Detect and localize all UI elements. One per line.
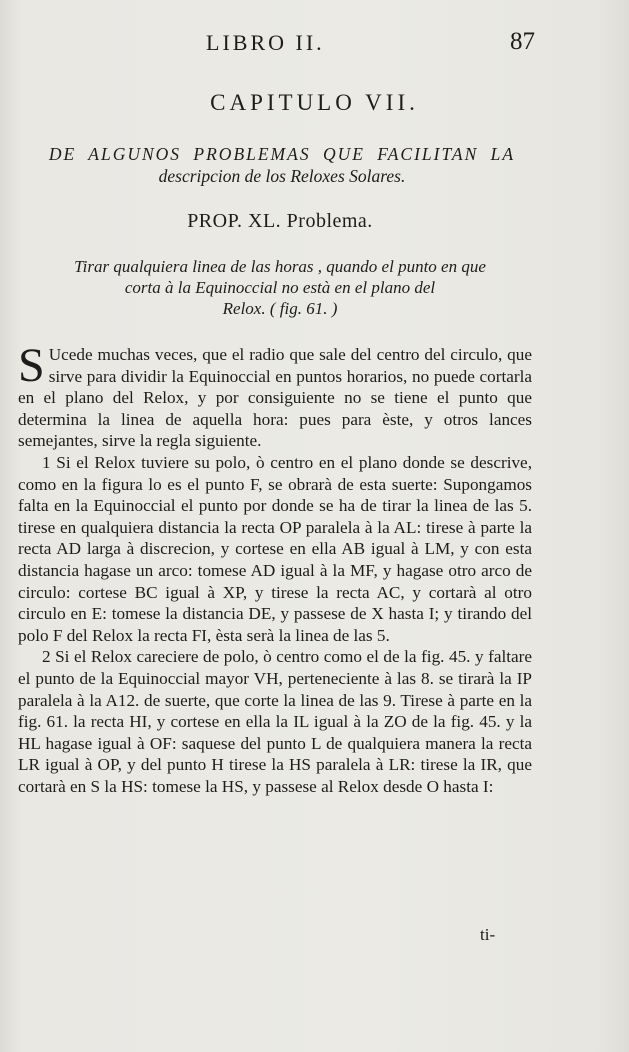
intro-paragraph-text: Ucede muchas veces, que el radio que sale del centro del circulo, que sirve para dividir la Equinoccial en puntos horarios, no puede cortarla en el plano del Relox, y por consiguiente no se tiene el punto que determina la linea de aquella hora: pues para èste, y otros lances semejantes, sirve la regla siguiente. (18, 345, 532, 451)
proposition-summary-line-2: corta à la Equinoccial no està en el plano del (124, 278, 436, 297)
drop-cap: S (18, 339, 45, 392)
proposition-summary (20, 256, 540, 319)
proposition-summary-line-1: Tirar qualquiera linea de las horas , quando el punto en que (74, 257, 486, 276)
page-edge-shadow (599, 0, 629, 1052)
intro-paragraph (18, 339, 532, 452)
proposition-heading: PROP. XL. Problema. (187, 210, 373, 232)
paragraph-1: 1 Si el Relox tuviere su polo, ò centro en el plano donde se descrive, como en la figura lo es el punto F, se obrarà de esta suerte: Supongamos falta en la Equinoccial el punto por donde se ha de tirar la linea de las 5. tirese en qualquiera distancia la recta OP paralela à la AL: tirese à parte la recta AD larga à discrecion, y cortese en ella AB igual à LM, y con esta distancia hagase un arco: tomese AD igual à la MF, y hagase otro arco de circulo: cortese BC igual à XP, y tirese la recta AC, y cortarà al otro circulo en E: tomese la distancia DE, y passese de X hasta I; y tirando del polo F del Relox la recta FI, èsta serà la linea de las 5. (18, 452, 532, 645)
running-title: LIBRO II. (206, 30, 325, 55)
section-title (22, 143, 542, 187)
chapter-title: CAPITULO VII. (210, 90, 419, 115)
paragraph-2: 2 Si el Relox careciere de polo, ò centro como el de la fig. 45. y faltare el punto de la Equinoccial mayor VH, perteneciente à las 8. se tirarà la IP paralela à la A12. de suerte, que corte la linea de las 9. Tirese à parte en la fig. 61. la recta HI, y cortese en ella la IL igual à la ZO de la fig. 45. y la HL hagase igual à OF: saquese del punto L de qualquiera manera la recta LR igual à OP, y del punto H tirese la HS paralela à LR: tirese la IR, que cortarà en S la HS: tomese la HS, y passese al Relox desde O hasta I: (18, 647, 532, 796)
section-title-line-2: descripcion de los Reloxes Solares. (158, 166, 406, 186)
proposition-summary-line-3: Relox. ( fig. 61. ) (222, 299, 338, 318)
catchword: ti- (480, 925, 496, 944)
section-title-line-1: DE ALGUNOS PROBLEMAS QUE FACILITAN LA (48, 144, 516, 164)
body-text (18, 339, 532, 797)
page-number: 87 (510, 28, 535, 55)
running-head (0, 30, 629, 64)
